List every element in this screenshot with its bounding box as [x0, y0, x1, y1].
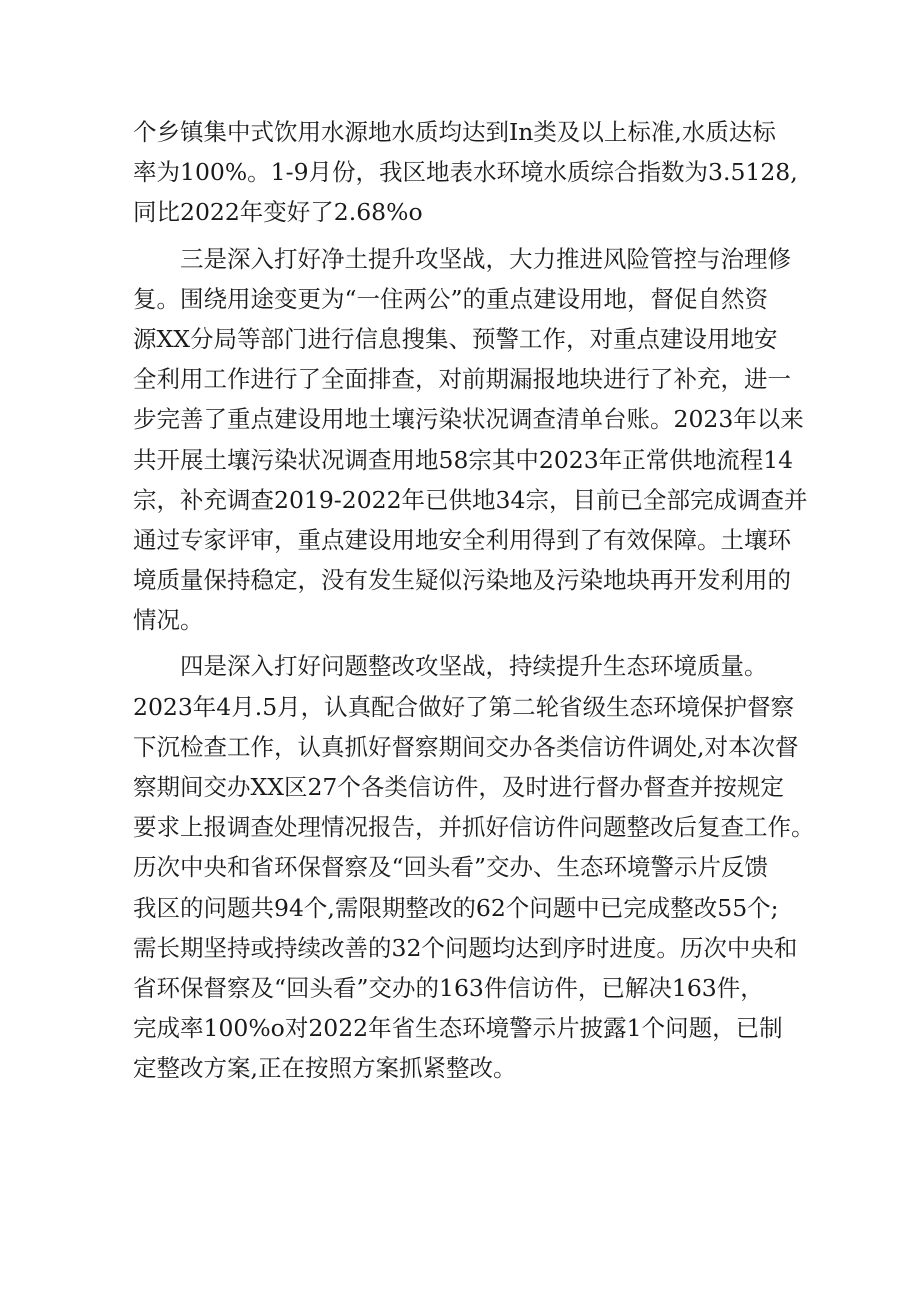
paragraph-line: 历次中央和省环保督察及“回头看”交办、生态环境警示片反馈 [133, 853, 769, 882]
paragraph-line: 步完善了重点建设用地土壤污染状况调查清单台账。2023年以来 [133, 405, 804, 434]
document-body [133, 112, 815, 1089]
paragraph-line: 我区的问题共94个,需限期整改的62个问题中已完成整改55个; [133, 893, 779, 922]
paragraph-rectification [133, 646, 815, 1088]
paragraph-line: 率为100%。1-9月份，我区地表水环境水质综合指数为3.5128, [133, 158, 798, 187]
paragraph-line: 复。围绕用途变更为“一住两公”的重点建设用地，督促自然资 [133, 284, 769, 313]
paragraph-line: 省环保督察及“回头看”交办的163件信访件，已解决163件， [133, 973, 764, 1002]
paragraph-line: 源XX分局等部门进行信息搜集、预警工作，对重点建设用地安 [133, 324, 778, 353]
paragraph-line: 定整改方案,正在按照方案抓紧整改。 [133, 1054, 517, 1083]
paragraph-line: 同比2022年变好了2.68%o [133, 198, 423, 227]
paragraph-line: 2023年4月.5月，认真配合做好了第二轮省级生态环境保护督察 [133, 692, 795, 721]
paragraph-line: 境质量保持稳定，没有发生疑似污染地及污染地块再开发利用的 [133, 566, 791, 595]
paragraph-water-quality [133, 112, 798, 233]
paragraph-line: 共开展土壤污染状况调查用地58宗其中2023年正常供地流程14 [133, 445, 794, 474]
paragraph-line: 完成率100%o对2022年省生态环境警示片披露1个问题，已制 [133, 1014, 783, 1043]
paragraph-line: 四是深入打好问题整改攻坚战，持续提升生态环境质量。 [180, 652, 768, 681]
paragraph-line: 宗，补充调查2019-2022年已供地34宗，目前已全部完成调查并 [133, 485, 808, 514]
paragraph-soil-protection [133, 239, 808, 641]
paragraph-line: 通过专家评审，重点建设用地安全利用得到了有效保障。土壤环 [133, 525, 791, 554]
paragraph-line: 下沉检查工作，认真抓好督察期间交办各类信访件调处,对本次督 [133, 732, 799, 761]
paragraph-line: 察期间交办XX区27个各类信访件，及时进行督办督查并按规定 [133, 773, 784, 801]
paragraph-line: 情况。 [133, 606, 204, 635]
paragraph-line: 全利用工作进行了全面排查，对前期漏报地块进行了补充，进一 [133, 365, 791, 394]
paragraph-line: 需长期坚持或持续改善的32个问题均达到序时进度。历次中央和 [133, 933, 798, 962]
paragraph-line: 个乡镇集中式饮用水源地水质均达到In类及以上标准,水质达标 [133, 118, 776, 146]
paragraph-line: 三是深入打好净土提升攻坚战，大力推进风险管控与治理修 [180, 244, 791, 273]
paragraph-line: 要求上报调查处理情况报告，并抓好信访件问题整改后复查工作。 [133, 813, 815, 842]
